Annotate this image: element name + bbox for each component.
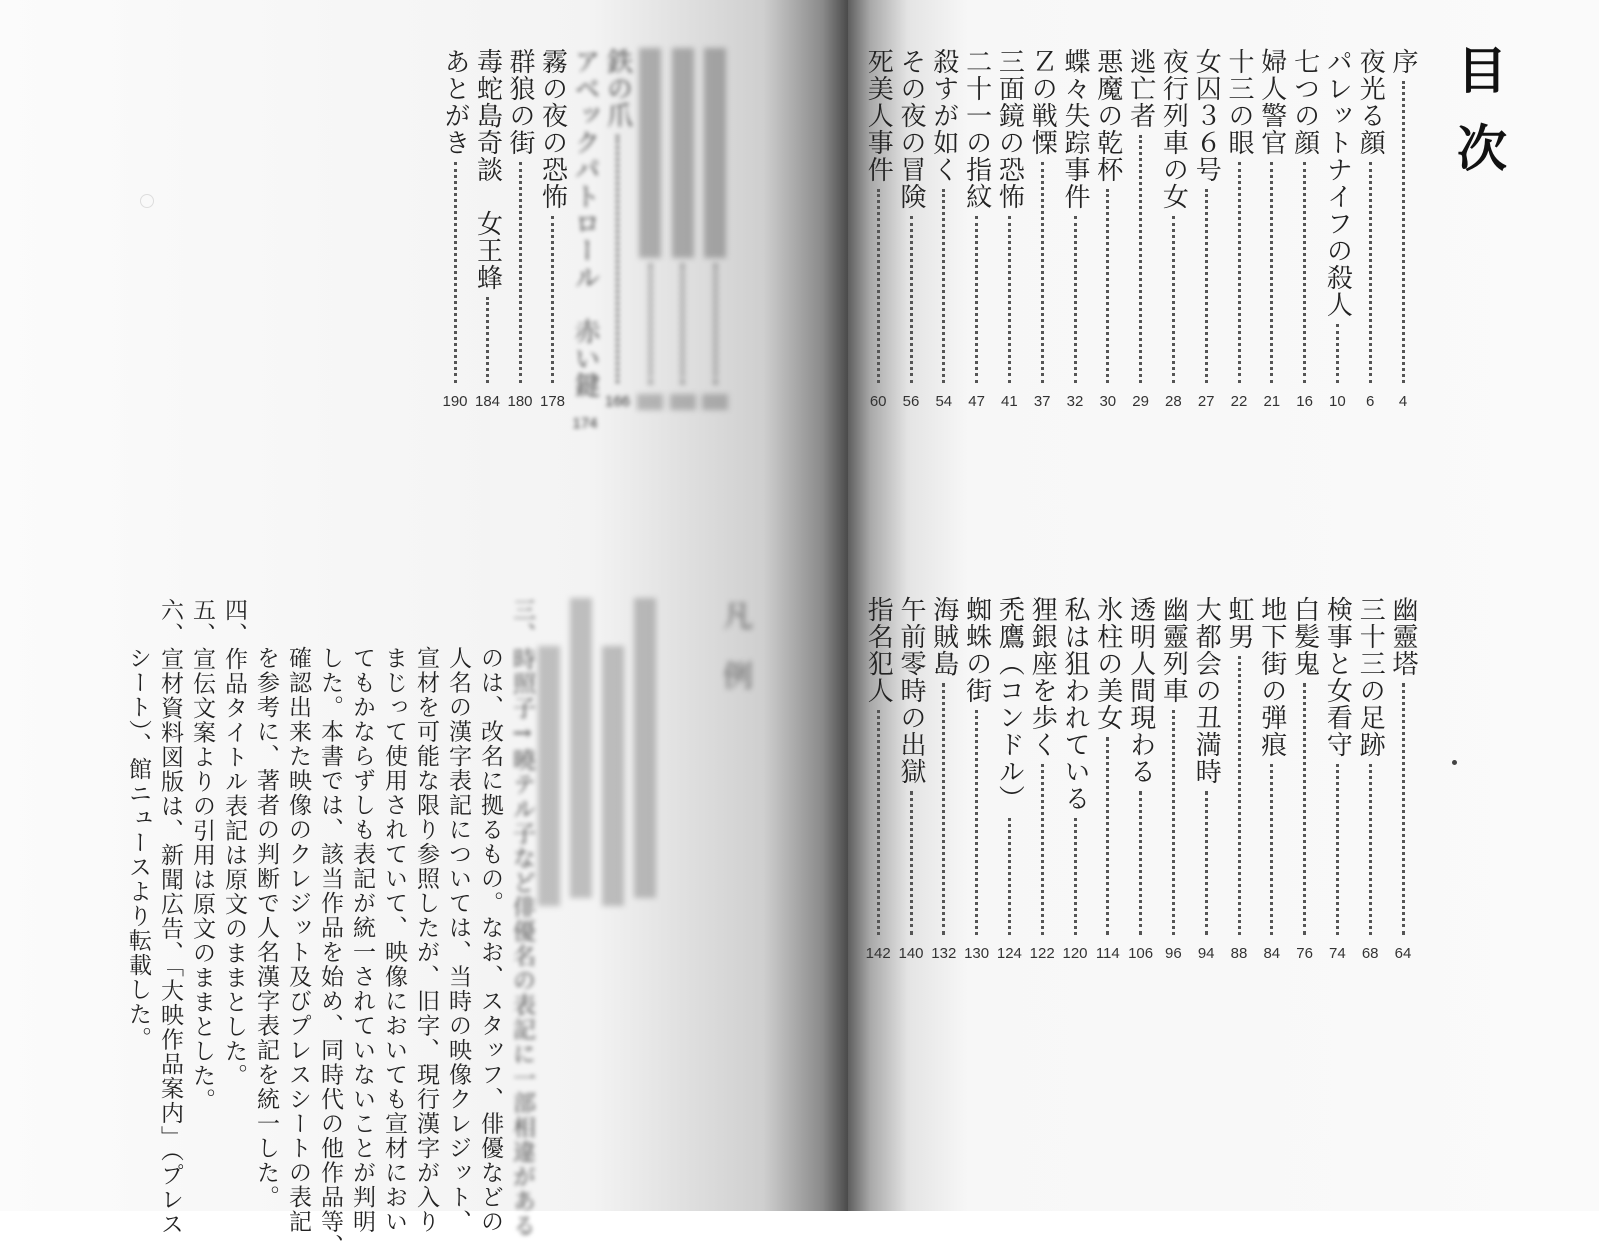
toc-entry-title: 死美人事件 bbox=[863, 48, 894, 183]
toc-entry-title: 氷柱の美女 bbox=[1092, 596, 1123, 731]
toc-page-number: 140 bbox=[898, 945, 924, 962]
toc-entry-title: 検事と女看守 bbox=[1322, 596, 1353, 758]
toc-entry-title bbox=[639, 48, 661, 258]
toc-leader bbox=[975, 710, 978, 935]
toc-page-number: 6 bbox=[1366, 393, 1375, 410]
toc-entry-title: 女囚３６号 bbox=[1191, 48, 1222, 183]
toc-entry-title: 十三の眼 bbox=[1224, 48, 1254, 156]
note-line: 人名の漢字表記については、当時の映像クレジット、 bbox=[445, 646, 471, 1234]
toc-title: 目次 bbox=[1449, 44, 1508, 200]
toc-entry bbox=[1189, 48, 1223, 410]
toc-leader bbox=[877, 710, 880, 935]
toc-leader bbox=[486, 297, 489, 383]
toc-entry-title: 大都会の丑満時 bbox=[1191, 596, 1222, 785]
note-line: シート）、館ニュースより転載した。 bbox=[125, 646, 151, 1051]
toc-page-number: 114 bbox=[1095, 945, 1120, 962]
toc-leader bbox=[519, 162, 522, 383]
toc-entry bbox=[666, 48, 700, 410]
toc-page-number: 76 bbox=[1296, 945, 1313, 962]
toc-leader bbox=[1270, 764, 1273, 935]
toc-page-number: 28 bbox=[1165, 393, 1182, 410]
toc-entry bbox=[992, 596, 1026, 962]
note-line: 四、作品タイトル表記は原文のままとした。 bbox=[221, 598, 247, 1088]
scan-speck bbox=[1452, 760, 1457, 765]
toc-entry-title: 地下街の弾痕 bbox=[1256, 596, 1287, 758]
toc-leader bbox=[1369, 162, 1372, 383]
toc-page-number: 30 bbox=[1099, 393, 1117, 410]
toc-page-number: 180 bbox=[507, 393, 533, 410]
toc-page-number: 29 bbox=[1132, 393, 1149, 410]
toc-entry bbox=[698, 48, 732, 410]
toc-entry bbox=[894, 596, 928, 962]
toc-entry-title: 逃亡者 bbox=[1125, 48, 1156, 129]
note-line bbox=[634, 598, 656, 898]
toc-entry bbox=[1025, 596, 1059, 962]
toc-leader bbox=[649, 264, 652, 384]
toc-page-number: 124 bbox=[996, 945, 1022, 962]
note-line: てもかならずしも表記が統一されていないことが判明 bbox=[349, 646, 375, 1234]
toc-page-number: 37 bbox=[1033, 393, 1051, 410]
toc-leader bbox=[1041, 162, 1044, 383]
note-line: 宣材を可能な限り参照したが、旧字、現行漢字が入り bbox=[413, 646, 439, 1234]
toc-entry bbox=[1124, 48, 1158, 410]
toc-page-number: 178 bbox=[539, 393, 566, 410]
toc-leader bbox=[1139, 791, 1142, 935]
toc-leader bbox=[1041, 764, 1044, 935]
toc-entry bbox=[1255, 48, 1289, 410]
toc-entry bbox=[861, 48, 895, 410]
toc-entry bbox=[1288, 48, 1322, 410]
toc-entry-title: 禿鷹（コンドル） bbox=[994, 596, 1025, 812]
toc-leader bbox=[1172, 216, 1175, 383]
toc-entry-title: 幽靈塔 bbox=[1388, 596, 1418, 677]
note-line: した。本書では、該当作品を始め、同時代の他作品等、 bbox=[317, 646, 343, 1259]
toc-leader bbox=[551, 216, 554, 383]
toc-leader bbox=[1139, 135, 1142, 383]
toc-page-number: 41 bbox=[1001, 393, 1018, 410]
toc-entry-title: Ｚの戦慄 bbox=[1027, 48, 1058, 156]
toc-entry bbox=[1222, 596, 1256, 962]
note-line bbox=[602, 646, 624, 906]
toc-entry bbox=[1386, 596, 1420, 962]
toc-entry-title: 七つの顔 bbox=[1289, 48, 1320, 156]
toc-leader bbox=[1205, 189, 1208, 383]
notes-title: 凡例 bbox=[717, 600, 752, 720]
toc-entry-title: 殺すが如く bbox=[928, 48, 959, 183]
toc-entry-title: 霧の夜の恐怖 bbox=[537, 48, 568, 210]
toc-entry bbox=[1025, 48, 1059, 410]
toc-leader bbox=[1008, 818, 1011, 935]
toc-leader bbox=[1106, 189, 1109, 383]
toc-entry-title: 蜘蛛の街 bbox=[961, 596, 992, 704]
toc-entry bbox=[503, 48, 537, 410]
toc-entry-title: 蝶々失踪事件 bbox=[1060, 48, 1090, 210]
toc-page-number: 96 bbox=[1165, 945, 1182, 962]
toc-leader bbox=[975, 216, 978, 383]
toc-leader bbox=[1238, 656, 1241, 935]
toc-entry bbox=[633, 48, 667, 410]
toc-entry bbox=[568, 48, 602, 432]
toc-page-number: 166 bbox=[604, 393, 631, 410]
toc-entry-title: 狸銀座を歩く bbox=[1027, 596, 1058, 758]
toc-leader bbox=[1336, 324, 1339, 383]
toc-entry bbox=[1353, 48, 1387, 410]
toc-entry-title: 毒蛇島奇談 女王蜂 bbox=[472, 48, 503, 291]
toc-leader bbox=[1369, 764, 1372, 935]
toc-entry-title: 幽靈列車 bbox=[1158, 596, 1189, 704]
toc-entry-title: 悪魔の乾杯 bbox=[1092, 48, 1123, 183]
toc-entry bbox=[1058, 48, 1092, 410]
note-line: 六、宣材資料図版は、新聞広告、「大映作品案内」（プレス bbox=[157, 598, 183, 1237]
toc-entry bbox=[601, 48, 635, 410]
toc-page-number: 4 bbox=[1398, 393, 1408, 410]
toc-leader bbox=[910, 791, 913, 935]
toc-entry-title bbox=[672, 48, 694, 258]
toc-leader bbox=[1074, 216, 1077, 383]
toc-entry bbox=[1386, 48, 1420, 410]
toc-entry bbox=[1156, 48, 1190, 410]
toc-entry-title: 虹男 bbox=[1224, 596, 1254, 650]
toc-entry bbox=[536, 48, 570, 410]
toc-page-number: 60 bbox=[869, 393, 887, 410]
toc-leader bbox=[1303, 683, 1306, 935]
toc-leader bbox=[714, 264, 717, 384]
toc-page-number: 190 bbox=[442, 393, 468, 410]
toc-leader bbox=[1303, 162, 1306, 383]
toc-leader bbox=[1270, 162, 1273, 383]
toc-page-number: 132 bbox=[931, 945, 957, 962]
note-line: 確認出来た映像のクレジット及びプレスシートの表記 bbox=[285, 646, 311, 1234]
toc-leader bbox=[877, 189, 880, 383]
toc-entry bbox=[1353, 596, 1387, 962]
toc-entry bbox=[471, 48, 505, 410]
toc-page-number: 54 bbox=[935, 393, 953, 410]
toc-entry bbox=[1320, 48, 1354, 410]
toc-leader bbox=[1402, 81, 1405, 383]
toc-page-number: 10 bbox=[1329, 393, 1346, 410]
toc-leader bbox=[1008, 216, 1011, 383]
toc-leader bbox=[942, 189, 945, 383]
toc-page-number: 27 bbox=[1197, 393, 1215, 410]
toc-entry-title: 二十一の指紋 bbox=[961, 48, 992, 210]
toc-entry-title bbox=[704, 48, 726, 258]
toc-page-number: 120 bbox=[1062, 945, 1088, 962]
toc-page-number: 64 bbox=[1394, 945, 1412, 962]
note-line: まじって使用されていて、映像においても宣材におい bbox=[381, 646, 407, 1234]
toc-entry bbox=[1091, 48, 1125, 410]
toc-page-number: 84 bbox=[1263, 945, 1281, 962]
note-line: を参考に、著者の判断で人名漢字表記を統一した。 bbox=[253, 646, 279, 1210]
toc-page-number bbox=[670, 394, 696, 410]
toc-leader bbox=[1336, 764, 1339, 935]
toc-entry bbox=[1189, 596, 1223, 962]
toc-leader bbox=[910, 216, 913, 383]
toc-page-number: 174 bbox=[572, 415, 598, 432]
toc-leader bbox=[1172, 710, 1175, 935]
toc-entry bbox=[1058, 596, 1092, 962]
toc-page-number: 56 bbox=[902, 393, 920, 410]
toc-entry-title: 夜行列車の女 bbox=[1158, 48, 1189, 210]
toc-leader bbox=[1402, 683, 1405, 935]
toc-entry bbox=[1124, 596, 1158, 962]
toc-entry-title: 指名犯人 bbox=[863, 596, 894, 704]
toc-page-number: 184 bbox=[474, 393, 501, 410]
toc-entry-title: 鉄の爪 bbox=[602, 48, 633, 129]
toc-leader bbox=[1106, 737, 1109, 935]
note-line bbox=[570, 598, 592, 898]
toc-entry bbox=[927, 48, 961, 410]
toc-leader bbox=[616, 135, 619, 383]
toc-entry-title: その夜の冒険 bbox=[896, 48, 926, 210]
toc-entry-title: あとがき bbox=[440, 48, 470, 156]
toc-page-number: 122 bbox=[1029, 945, 1055, 962]
toc-leader bbox=[1074, 818, 1077, 935]
toc-page-number: 106 bbox=[1128, 945, 1154, 962]
toc-page-number: 22 bbox=[1230, 393, 1248, 410]
toc-entry bbox=[1255, 596, 1289, 962]
toc-entry-title: 白髪鬼 bbox=[1289, 596, 1320, 677]
scan-speck bbox=[140, 194, 154, 208]
toc-entry-title: 三面鏡の恐怖 bbox=[994, 48, 1025, 210]
toc-entry bbox=[1091, 596, 1125, 962]
toc-entry-title: アベックパトロール 赤い鍵 bbox=[570, 48, 600, 399]
toc-page-number: 68 bbox=[1361, 945, 1379, 962]
note-line: 五、宣伝文案よりの引用は原文のままとした。 bbox=[189, 598, 215, 1113]
toc-entry bbox=[861, 596, 895, 962]
toc-leader bbox=[942, 683, 945, 935]
toc-page-number: 94 bbox=[1197, 945, 1215, 962]
toc-entry-title: 透明人間現わる bbox=[1125, 596, 1156, 785]
note-line: 三、時照子→曉テル子など俳優名の表記に一部相違がある bbox=[509, 598, 535, 1238]
toc-entry-title: 午前零時の出獄 bbox=[896, 596, 926, 785]
toc-entry-title: 序 bbox=[1388, 48, 1418, 75]
toc-entry-title: 群狼の街 bbox=[505, 48, 535, 156]
toc-entry-title: 夜光る顔 bbox=[1355, 48, 1386, 156]
toc-entry bbox=[1320, 596, 1354, 962]
toc-page-number bbox=[702, 394, 728, 410]
toc-entry bbox=[927, 596, 961, 962]
toc-entry bbox=[438, 48, 472, 410]
toc-entry bbox=[960, 596, 994, 962]
toc-page-number: 16 bbox=[1296, 393, 1313, 410]
toc-entry bbox=[1156, 596, 1190, 962]
toc-entry-title: 海賊島 bbox=[928, 596, 959, 677]
note-line bbox=[538, 646, 560, 906]
toc-leader bbox=[1238, 162, 1241, 383]
toc-page-number bbox=[637, 394, 663, 410]
toc-leader bbox=[681, 264, 684, 384]
toc-leader bbox=[454, 162, 457, 383]
toc-page-number: 32 bbox=[1066, 393, 1084, 410]
toc-page-number: 130 bbox=[964, 945, 990, 962]
toc-entry bbox=[1222, 48, 1256, 410]
toc-page-number: 88 bbox=[1230, 945, 1248, 962]
toc-entry-title: パレットナイフの殺人 bbox=[1322, 48, 1353, 318]
toc-entry-title: 私は狙われている bbox=[1060, 596, 1090, 812]
toc-entry bbox=[992, 48, 1026, 410]
toc-page-number: 21 bbox=[1263, 393, 1281, 410]
toc-entry-title: 三十三の足跡 bbox=[1355, 596, 1386, 758]
toc-entry-title: 婦人警官 bbox=[1256, 48, 1287, 156]
toc-entry bbox=[894, 48, 928, 410]
toc-page-number: 74 bbox=[1329, 945, 1346, 962]
toc-page-number: 47 bbox=[968, 393, 985, 410]
toc-entry bbox=[1288, 596, 1322, 962]
note-line: のは、改名に拠るもの。なお、スタッフ、俳優などの bbox=[477, 646, 503, 1234]
toc-entry bbox=[960, 48, 994, 410]
toc-page-number: 142 bbox=[865, 945, 891, 962]
toc-leader bbox=[1205, 791, 1208, 935]
